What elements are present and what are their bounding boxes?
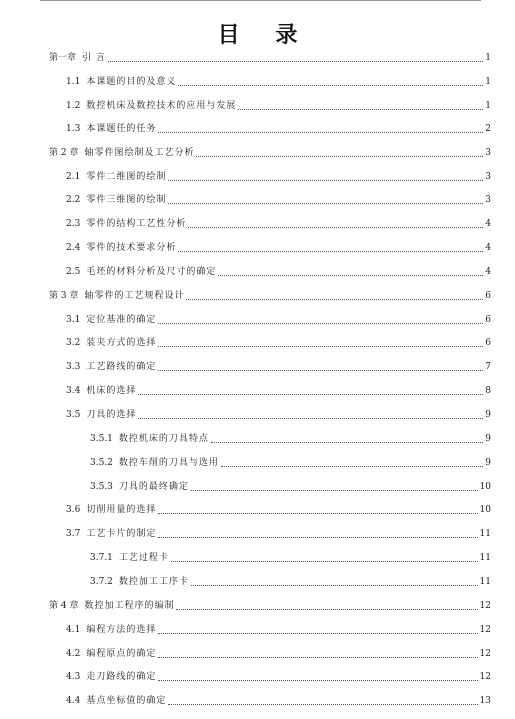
toc-entry-number: 2.5 [66,267,81,277]
toc-entry-page: 4 [485,219,491,229]
toc-entry[interactable] [66,335,491,349]
dot-leader [158,657,477,658]
toc-entry[interactable] [66,502,491,516]
dot-leader [158,346,483,347]
dot-leader [188,227,483,228]
toc-entry[interactable] [66,526,491,540]
dot-leader [158,680,477,681]
toc-entry[interactable] [66,622,491,636]
toc-entry[interactable] [90,455,491,469]
dot-leader [218,275,483,276]
toc-entry[interactable] [66,98,491,112]
toc-entry-number: 3.7.2 [90,577,113,587]
toc-entry-number: 4.2 [66,649,81,659]
toc-entry-number: 4.4 [66,696,81,706]
toc-entry-title: 刀具的选择 [86,410,137,420]
dot-leader [196,156,483,157]
toc-entry-number: 2.4 [66,243,81,253]
toc-entry-number: 3.7 [66,529,81,539]
toc-entry-number: 1.1 [66,77,81,87]
toc-entry[interactable] [49,50,491,64]
toc-entry-number: 4.3 [66,672,81,682]
toc-entry[interactable] [66,407,491,421]
toc-entry[interactable] [90,550,491,564]
dot-leader [191,490,478,491]
toc-entry-number: 2.3 [66,219,81,229]
toc-entry-number: 第一章 [49,53,77,63]
toc-entry[interactable] [66,121,491,135]
toc-entry-number: 4.1 [66,625,81,635]
toc-entry-title: 刀具的最终确定 [118,482,189,492]
toc-entry[interactable] [66,669,491,683]
dot-leader [171,561,478,562]
toc-entry[interactable] [66,646,491,660]
toc-entry-title: 机床的选择 [86,386,137,396]
dot-leader [158,323,483,324]
dot-leader [168,203,483,204]
toc-entry-title: 本课题任的任务 [86,124,157,134]
toc-entry-page: 12 [479,601,491,611]
dot-leader [158,633,477,634]
dot-leader [168,180,483,181]
toc-entry-title: 走刀路线的确定 [86,672,157,682]
toc-entry-title: 装夹方式的选择 [86,338,157,348]
dot-leader [108,61,483,62]
toc-entry-number: 3.6 [66,505,81,515]
dot-leader [211,442,483,443]
toc-entry-page: 1 [485,53,491,63]
toc-entry-page: 3 [485,172,491,182]
toc-entry[interactable] [66,383,491,397]
toc-entry-title: 工艺过程卡 [118,553,169,563]
toc-entry-page: 6 [485,338,491,348]
dot-leader [191,585,478,586]
toc-entry-page: 11 [479,577,491,587]
toc-entry-page: 12 [479,649,491,659]
dot-leader [221,466,483,467]
toc-entry[interactable] [49,288,491,302]
toc-entry[interactable] [66,264,491,278]
toc-entry[interactable] [66,192,491,206]
toc-entry-title: 数控车削的刀具与选用 [118,458,219,468]
toc-entry-title: 毛坯的材料分析及尺寸的确定 [86,267,217,277]
toc-entry-number: 第 4 章 [49,601,79,611]
toc-entry-page: 6 [485,291,491,301]
toc-entry-title: 轴零件的工艺规程设计 [84,291,185,301]
toc-entry-title: 零件三维图的绘制 [86,195,167,205]
toc-entry-title: 定位基准的确定 [86,315,157,325]
dot-leader [138,394,483,395]
toc-entry-number: 3.5.3 [90,482,113,492]
toc-entry-title: 编程原点的确定 [86,649,157,659]
toc-entry[interactable] [66,693,491,707]
toc-entry-page: 9 [485,410,491,420]
toc-entry-title: 基点坐标值的确定 [86,696,167,706]
toc-entry-page: 4 [485,267,491,277]
toc-entry-number: 3.5.2 [90,458,113,468]
toc-entry-number: 2.2 [66,195,81,205]
dot-leader [158,370,483,371]
toc-entry-number: 3.1 [66,315,81,325]
toc-entry-page: 7 [485,362,491,372]
toc-entry-title: 零件的技术要求分析 [86,243,177,253]
toc-entry-title: 数控机床的刀具特点 [118,434,209,444]
dot-leader [238,109,483,110]
toc-entry-title: 工艺路线的确定 [86,362,157,372]
toc-entry-number: 3.5 [66,410,81,420]
toc-entry[interactable] [90,431,491,445]
dot-leader [186,299,483,300]
toc-entry-page: 10 [479,482,491,492]
dot-leader [158,513,477,514]
toc-entry-page: 2 [485,124,491,134]
toc-entry-number: 3.3 [66,362,81,372]
toc-entry[interactable] [66,216,491,230]
toc-entry[interactable] [66,169,491,183]
toc-entry-title: 数控加工工序卡 [118,577,189,587]
toc-entry-title: 数控机床及数控技术的应用与发展 [86,101,237,111]
toc-entry-number: 第 3 章 [49,291,79,301]
toc-entry-page: 6 [485,315,491,325]
toc-entry[interactable] [66,240,491,254]
toc-entry-page: 11 [479,553,491,563]
toc-entry[interactable] [49,598,491,612]
toc-entry-page: 3 [485,148,491,158]
toc-entry-page: 12 [479,672,491,682]
toc-entry-title: 零件二维图的绘制 [86,172,167,182]
toc-entry[interactable] [90,574,491,588]
toc-entry-number: 3.7.1 [90,553,113,563]
toc-entry-number: 3.4 [66,386,81,396]
toc-entry-title: 引 言 [82,53,106,63]
toc-entry-page: 11 [479,529,491,539]
dot-leader [158,537,477,538]
toc-entry-number: 第 2 章 [49,148,79,158]
toc-entry-title: 工艺卡片的制定 [86,529,157,539]
toc-entry-page: 4 [485,243,491,253]
dot-leader [158,132,483,133]
toc-entry-title: 轴零件图绘制及工艺分析 [84,148,195,158]
toc-entry-title: 编程方法的选择 [86,625,157,635]
toc-entry-title: 本课题的目的及意义 [86,77,177,87]
toc-entry-page: 1 [485,101,491,111]
dot-leader [176,609,477,610]
toc-entry-page: 10 [479,505,491,515]
toc-entry-title: 切削用量的选择 [86,505,157,515]
toc-title: 目 录 [217,23,312,48]
toc-entry-number: 3.5.1 [90,434,113,444]
toc-entry-title: 零件的结构工艺性分析 [86,219,187,229]
top-rule [40,0,481,1]
toc-entry[interactable] [90,479,491,493]
toc-entry[interactable] [66,359,491,373]
toc-entry-number: 1.3 [66,124,81,134]
dot-leader [138,418,483,419]
toc-entry[interactable] [49,145,491,159]
toc-entry-page: 12 [479,625,491,635]
toc-entry[interactable] [66,74,491,88]
toc-entry-page: 9 [485,434,491,444]
toc-entry-number: 1.2 [66,101,81,111]
toc-entry[interactable] [66,312,491,326]
dot-leader [168,704,477,705]
dot-leader [178,85,483,86]
toc-entry-number: 2.1 [66,172,81,182]
toc-entry-page: 3 [485,195,491,205]
toc-entry-page: 13 [479,696,491,706]
toc-entry-number: 3.2 [66,338,81,348]
toc-entry-title: 数控加工程序的编制 [84,601,175,611]
toc-entry-page: 9 [485,458,491,468]
dot-leader [178,251,483,252]
toc-entry-page: 1 [485,77,491,87]
toc-entry-page: 8 [485,386,491,396]
